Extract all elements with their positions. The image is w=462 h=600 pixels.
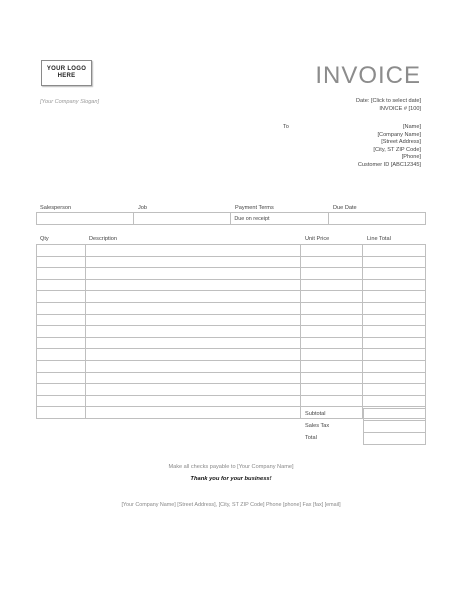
line-item-row — [37, 395, 426, 407]
unit-price-cell[interactable] — [301, 256, 363, 268]
invoice-number[interactable]: INVOICE # [100] — [379, 105, 421, 112]
unit-price-cell[interactable] — [301, 337, 363, 349]
unit-price-cell[interactable] — [301, 326, 363, 338]
subtotal-label: Subtotal — [305, 411, 326, 417]
invoice-meta — [356, 98, 421, 113]
line-item-row — [37, 384, 426, 396]
line-total-cell[interactable] — [363, 384, 426, 396]
totals-table — [363, 408, 426, 445]
qty-cell[interactable] — [37, 256, 86, 268]
line-item-row — [37, 268, 426, 280]
recipient-city[interactable]: [City, ST ZIP Code] — [373, 146, 421, 153]
line-total-cell[interactable] — [363, 337, 426, 349]
checks-payable-note[interactable]: Make all checks payable to [Your Company Name] — [168, 464, 294, 470]
description-cell[interactable] — [85, 268, 300, 280]
company-logo-placeholder — [41, 60, 92, 86]
header-due-date: Due Date — [333, 205, 357, 211]
line-total-cell[interactable] — [363, 326, 426, 338]
description-cell[interactable] — [85, 349, 300, 361]
qty-cell[interactable] — [37, 302, 86, 314]
qty-cell[interactable] — [37, 372, 86, 384]
unit-price-cell[interactable] — [301, 279, 363, 291]
description-cell[interactable] — [85, 245, 300, 257]
qty-cell[interactable] — [37, 245, 86, 257]
recipient-street[interactable]: [Street Address] — [381, 139, 421, 146]
qty-cell[interactable] — [37, 337, 86, 349]
unit-price-cell[interactable] — [301, 384, 363, 396]
description-cell[interactable] — [85, 326, 300, 338]
logo-line-2: HERE — [57, 73, 76, 79]
terms-table — [36, 212, 426, 225]
header-job: Job — [138, 205, 148, 211]
description-cell[interactable] — [85, 302, 300, 314]
line-item-row — [37, 279, 426, 291]
header-salesperson: Salesperson — [40, 205, 72, 211]
line-item-row — [37, 314, 426, 326]
line-total-cell[interactable] — [363, 395, 426, 407]
unit-price-cell[interactable] — [301, 314, 363, 326]
description-cell[interactable] — [85, 407, 300, 419]
line-item-row — [37, 302, 426, 314]
sales-tax-label: Sales Tax — [305, 423, 330, 429]
line-item-row — [37, 337, 426, 349]
line-item-row — [37, 326, 426, 338]
logo-line-1: YOUR LOGO — [46, 66, 87, 72]
description-cell[interactable] — [85, 256, 300, 268]
qty-cell[interactable] — [37, 268, 86, 280]
subtotal-value[interactable] — [364, 409, 426, 421]
company-contact-line[interactable]: [Your Company Name] [Street Address], [City, ST ZIP Code] Phone [phone] Fax [fax] [email] — [121, 502, 341, 508]
line-total-cell[interactable] — [363, 349, 426, 361]
qty-cell[interactable] — [37, 326, 86, 338]
description-cell[interactable] — [85, 314, 300, 326]
description-cell[interactable] — [85, 360, 300, 372]
line-item-row — [37, 245, 426, 257]
unit-price-cell[interactable] — [301, 360, 363, 372]
invoice-title: INVOICE — [315, 62, 421, 89]
qty-cell[interactable] — [37, 291, 86, 303]
description-cell[interactable] — [85, 337, 300, 349]
line-item-row — [37, 291, 426, 303]
line-total-cell[interactable] — [363, 372, 426, 384]
thank-you-message: Thank you for your business! — [190, 476, 272, 482]
qty-cell[interactable] — [37, 279, 86, 291]
job-cell[interactable] — [134, 213, 231, 225]
line-item-row — [37, 360, 426, 372]
qty-cell[interactable] — [37, 407, 86, 419]
unit-price-cell[interactable] — [301, 291, 363, 303]
payment-terms-cell[interactable]: Due on receipt — [231, 213, 328, 225]
header-description: Description — [89, 236, 117, 242]
header-qty: Qty — [40, 236, 49, 242]
description-cell[interactable] — [85, 372, 300, 384]
total-label: Total — [305, 435, 317, 441]
recipient-phone[interactable]: [Phone] — [401, 154, 421, 161]
line-items-table — [36, 244, 426, 419]
salesperson-cell[interactable] — [37, 213, 134, 225]
recipient-name[interactable]: [Name] — [402, 124, 421, 130]
line-item-row — [37, 372, 426, 384]
line-item-row — [37, 349, 426, 361]
description-cell[interactable] — [85, 384, 300, 396]
line-total-cell[interactable] — [363, 268, 426, 280]
qty-cell[interactable] — [37, 349, 86, 361]
header-payment-terms: Payment Terms — [235, 205, 274, 211]
line-total-cell[interactable] — [363, 279, 426, 291]
line-total-cell[interactable] — [363, 291, 426, 303]
recipient-block — [358, 124, 421, 170]
description-cell[interactable] — [85, 279, 300, 291]
recipient-company[interactable]: [Company Name] — [377, 131, 421, 138]
unit-price-cell[interactable] — [301, 268, 363, 280]
customer-id[interactable]: Customer ID [ABC12345] — [357, 161, 421, 168]
unit-price-cell[interactable] — [301, 395, 363, 407]
unit-price-cell[interactable] — [301, 302, 363, 314]
header-unit-price: Unit Price — [305, 236, 330, 242]
header-line-total: Line Total — [367, 236, 391, 242]
due-date-cell[interactable] — [328, 213, 425, 225]
line-total-cell[interactable] — [363, 314, 426, 326]
line-item-row — [37, 256, 426, 268]
date-field[interactable]: Date: [Click to select date] — [356, 98, 421, 104]
qty-cell[interactable] — [37, 384, 86, 396]
total-value[interactable] — [364, 433, 426, 445]
line-total-cell[interactable] — [363, 256, 426, 268]
unit-price-cell[interactable] — [301, 349, 363, 361]
description-cell[interactable] — [85, 291, 300, 303]
description-cell[interactable] — [85, 395, 300, 407]
company-slogan[interactable]: [Your Company Slogan] — [40, 99, 100, 105]
qty-cell[interactable] — [37, 314, 86, 326]
line-total-cell[interactable] — [363, 302, 426, 314]
unit-price-cell[interactable] — [301, 245, 363, 257]
line-total-cell[interactable] — [363, 360, 426, 372]
sales-tax-value[interactable] — [364, 421, 426, 433]
line-total-cell[interactable] — [363, 245, 426, 257]
qty-cell[interactable] — [37, 360, 86, 372]
unit-price-cell[interactable] — [301, 372, 363, 384]
qty-cell[interactable] — [37, 395, 86, 407]
to-label: To — [283, 124, 289, 130]
